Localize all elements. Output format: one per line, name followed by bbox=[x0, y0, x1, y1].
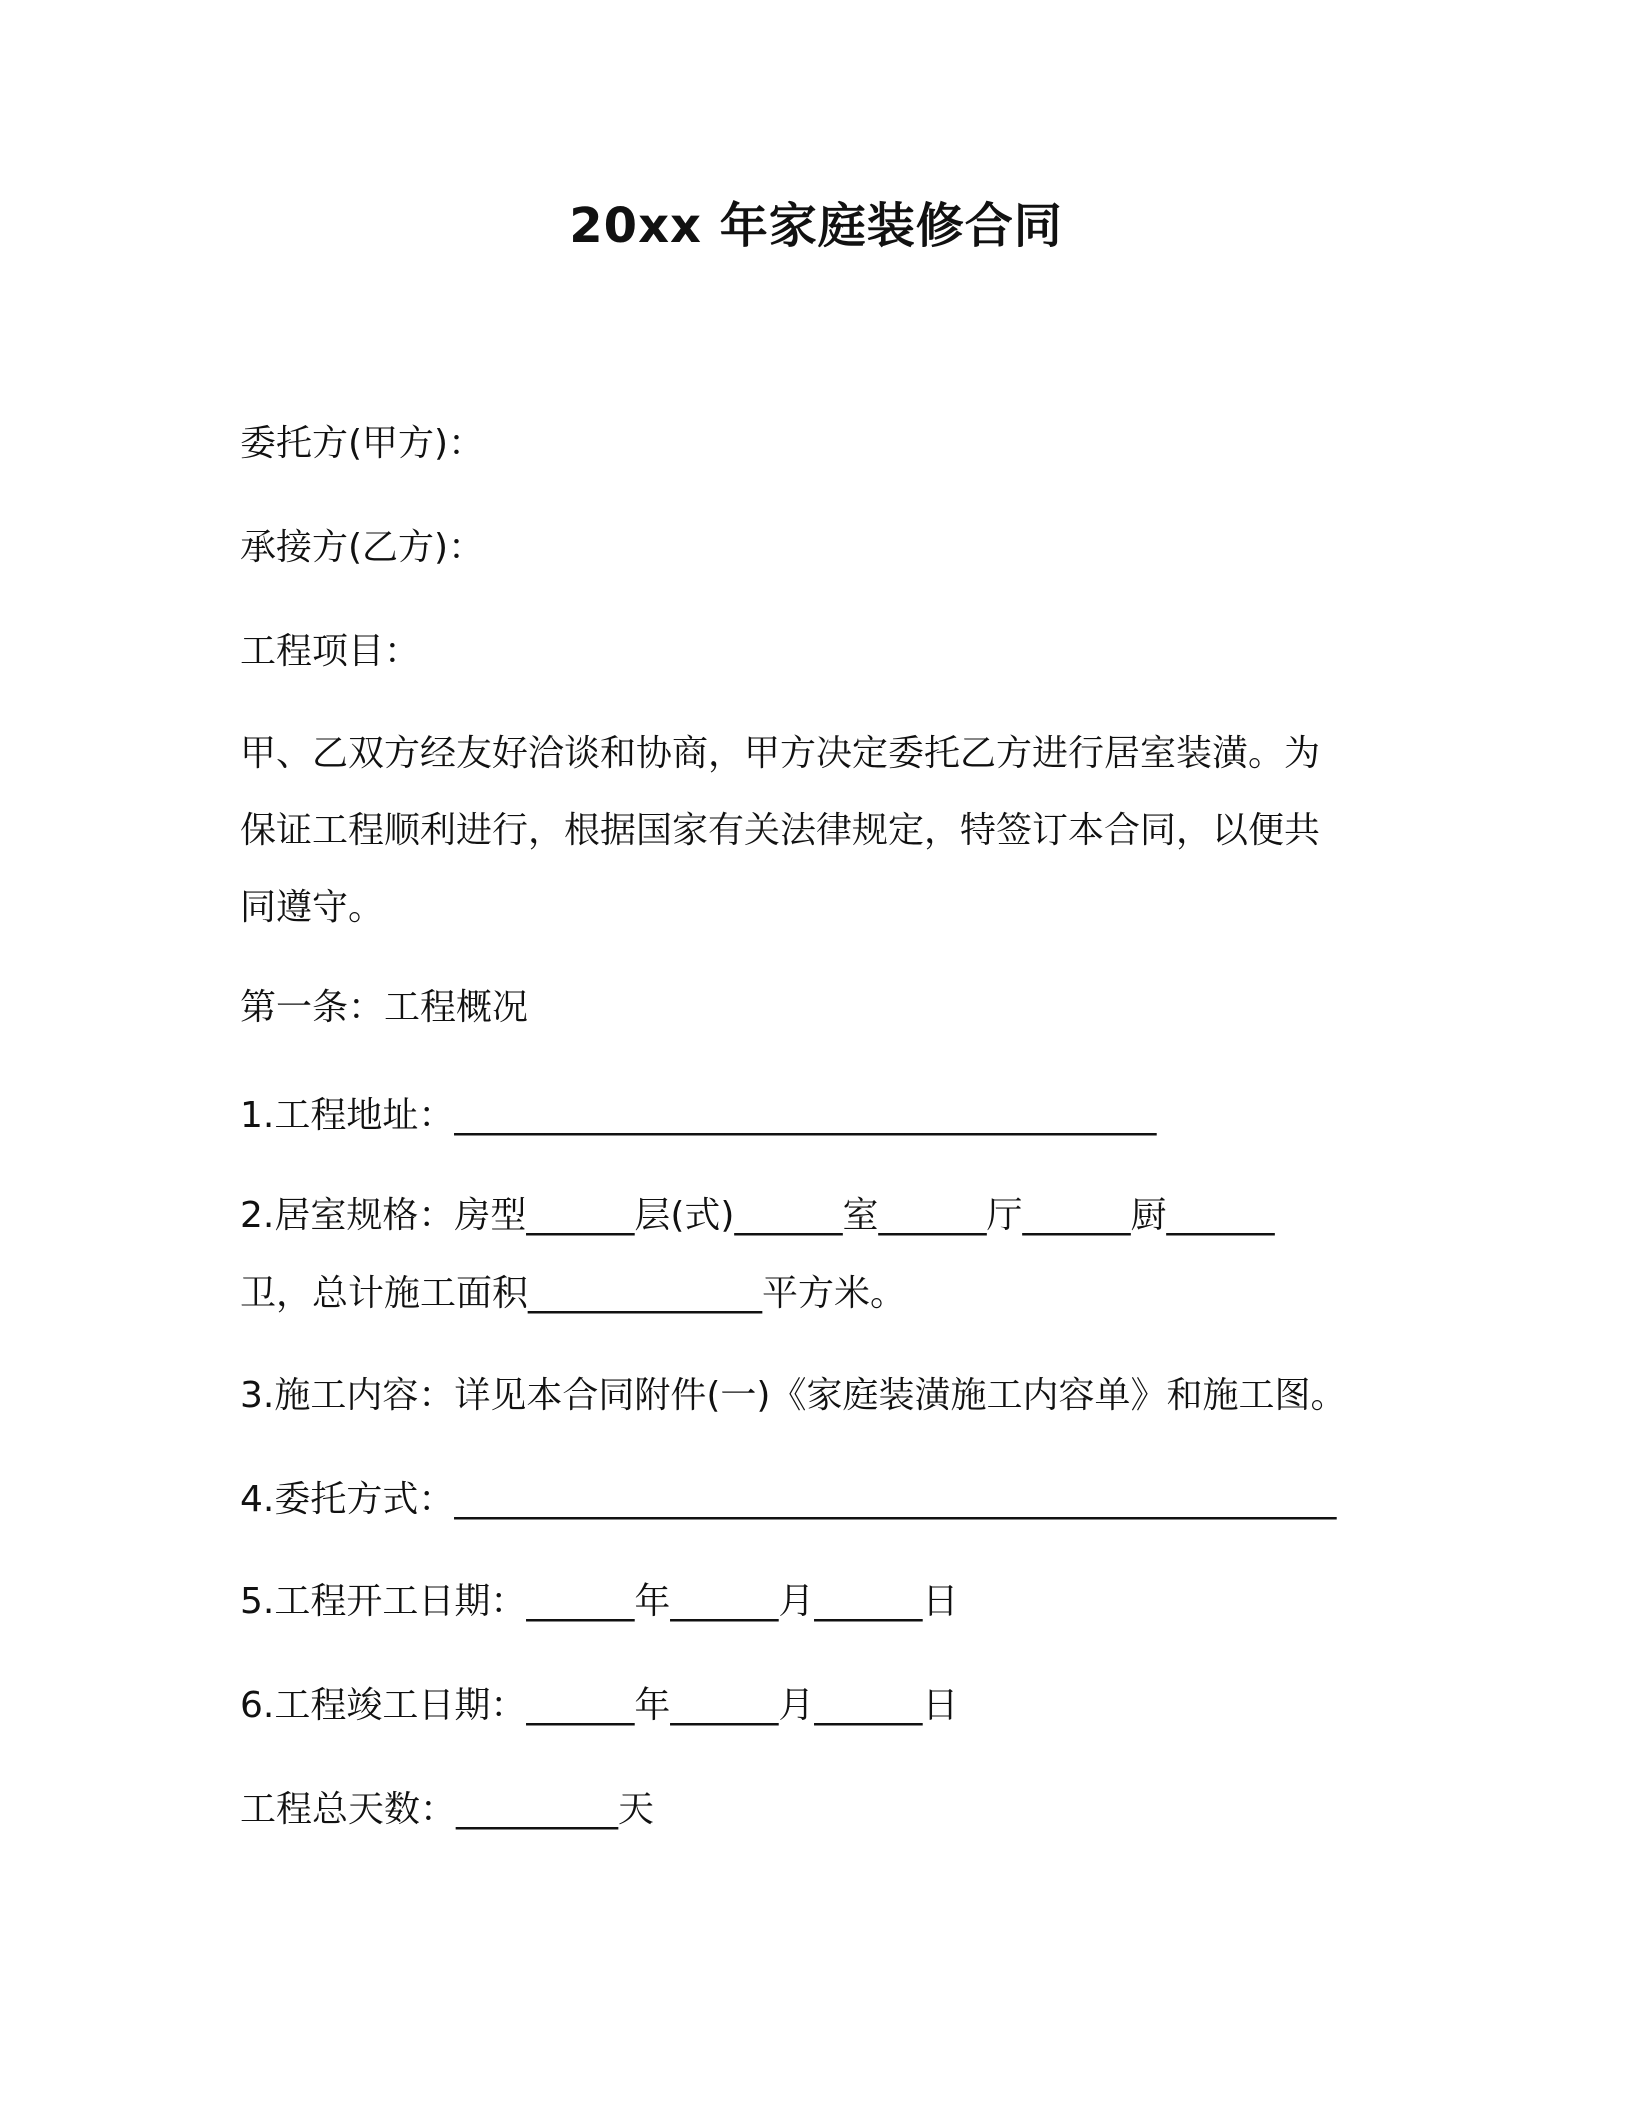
item-completion-date: 6.工程竣工日期：______年______月______日 bbox=[240, 1685, 959, 1726]
item-commission-method: 4.委托方式：_________________________________________________ bbox=[240, 1479, 1337, 1520]
intro-paragraph bbox=[240, 715, 1370, 946]
party-a-label: 委托方(甲方)： bbox=[240, 423, 485, 464]
party-b-label: 承接方(乙方)： bbox=[240, 527, 485, 568]
intro-line-3: 同遵守。 bbox=[240, 887, 385, 928]
item-start-date: 5.工程开工日期：______年______月______日 bbox=[240, 1581, 959, 1622]
item-room-spec-line-1: 2.居室规格：房型______层(式)______室______厅______厨______ bbox=[240, 1195, 1275, 1236]
article-1-heading: 第一条：工程概况 bbox=[240, 987, 529, 1028]
document-title: 20xx 年家庭装修合同 bbox=[569, 198, 1063, 254]
project-label: 工程项目： bbox=[240, 631, 421, 672]
intro-line-1: 甲、乙双方经友好洽谈和协商，甲方决定委托乙方进行居室装潢。为 bbox=[240, 733, 1321, 774]
intro-line-2: 保证工程顺利进行，根据国家有关法律规定，特签订本合同，以便共 bbox=[240, 810, 1321, 851]
total-days: 工程总天数：_________天 bbox=[240, 1789, 655, 1830]
item-work-content: 3.施工内容：详见本合同附件(一)《家庭装潢施工内容单》和施工图。 bbox=[240, 1375, 1347, 1416]
item-address: 1.工程地址：_______________________________________ bbox=[240, 1095, 1157, 1136]
item-room-spec-line-2: 卫，总计施工面积_____________平方米。 bbox=[240, 1273, 907, 1314]
